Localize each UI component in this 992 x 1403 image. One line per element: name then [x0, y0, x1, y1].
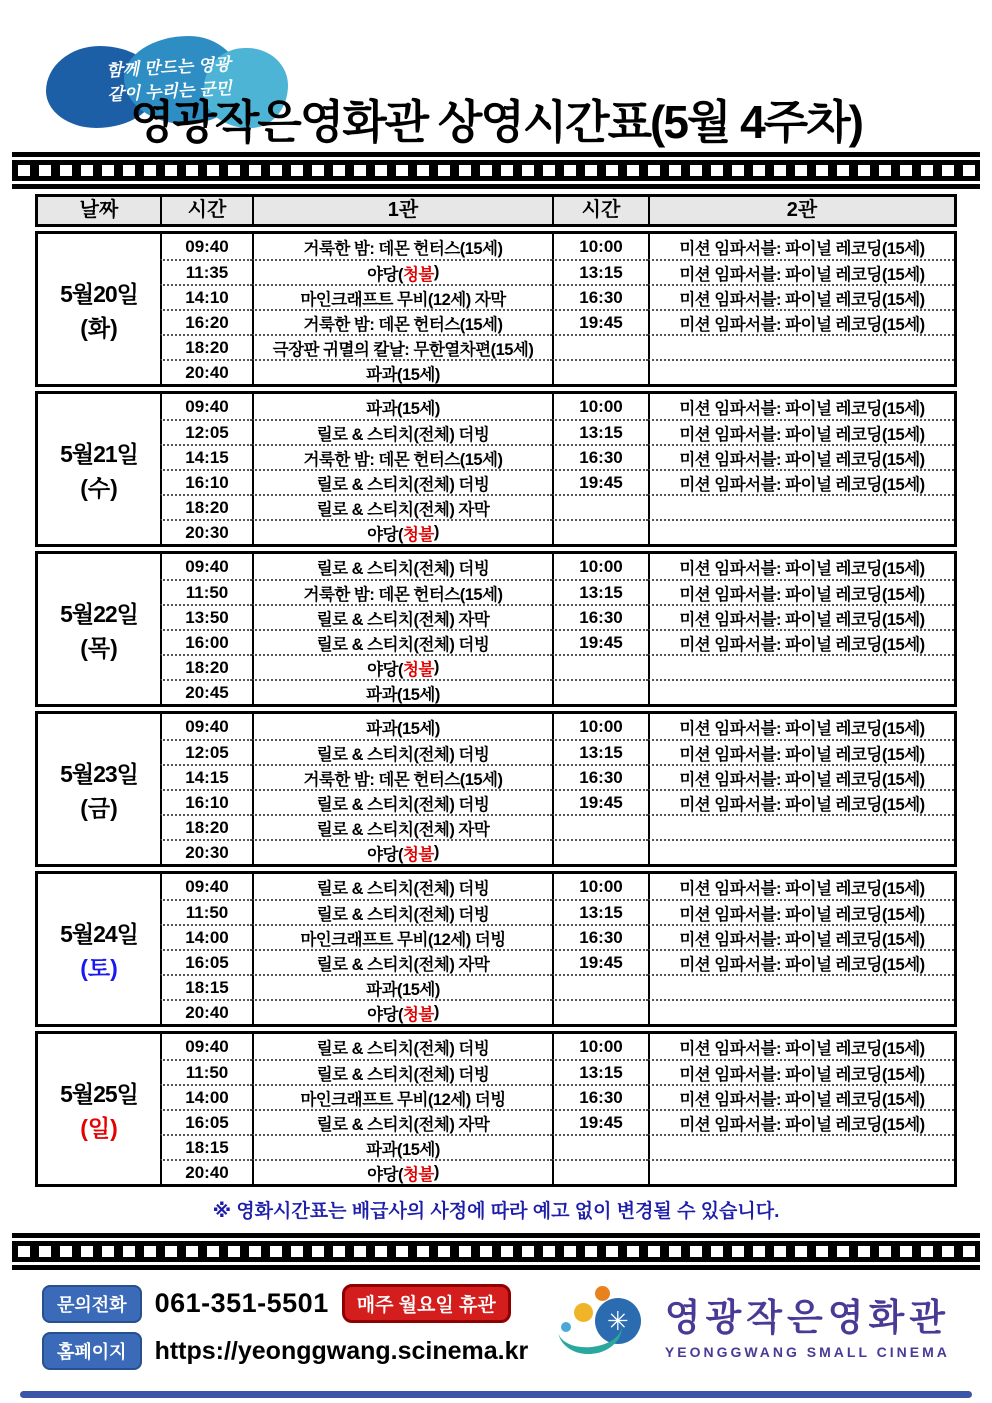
movie-cell-screen1: 거룩한 밤: 데몬 헌터스(15세)	[252, 309, 552, 334]
weekday-label: (토)	[80, 954, 118, 981]
movie-cell-screen1: 극장판 귀멸의 칼날: 무한열차편(15세)	[252, 334, 552, 359]
movie-cell-screen2: 미션 임파서블: 파이널 레코딩(15세)	[648, 259, 954, 284]
time-cell-screen1: 20:30	[160, 839, 252, 864]
movie-cell-screen1: 야당( 청불 )	[252, 654, 552, 679]
time-cell-screen1: 20:40	[160, 359, 252, 384]
time-cell-screen1: 14:15	[160, 764, 252, 789]
movie-cell-screen2	[648, 334, 954, 359]
movie-cell-screen1: 릴로 & 스티치(전체) 더빙	[252, 899, 552, 924]
time-cell-screen1: 18:20	[160, 334, 252, 359]
movie-cell-screen2: 미션 임파서블: 파이널 레코딩(15세)	[648, 309, 954, 334]
movie-cell-screen1: 릴로 & 스티치(전체) 자막	[252, 1109, 552, 1134]
time-cell-screen1: 20:45	[160, 679, 252, 704]
time-cell-screen1: 16:10	[160, 469, 252, 494]
movie-cell-screen2	[648, 519, 954, 544]
movie-cell-screen1: 릴로 & 스티치(전체) 자막	[252, 949, 552, 974]
time-cell-screen1: 18:20	[160, 494, 252, 519]
filmstrip-divider-top	[12, 152, 980, 189]
time-cell-screen1: 12:05	[160, 739, 252, 764]
weekday-label: (목)	[80, 634, 118, 661]
date-cell	[38, 714, 160, 864]
time-cell-screen1: 09:40	[160, 234, 252, 259]
time-cell-screen2: 19:45	[552, 949, 648, 974]
date-cell	[38, 234, 160, 384]
cinema-logo	[559, 1286, 950, 1360]
time-cell-screen1: 09:40	[160, 394, 252, 419]
slogan-line-2: 같이 누리는 군민	[106, 78, 233, 105]
day-block-1	[35, 231, 957, 387]
movie-cell-screen2	[648, 839, 954, 864]
movie-cell-screen1: 릴로 & 스티치(전체) 더빙	[252, 469, 552, 494]
time-cell-screen1: 12:05	[160, 419, 252, 444]
closed-monday-badge: 매주 월요일 휴관	[342, 1284, 511, 1323]
movie-cell-screen2: 미션 임파서블: 파이널 레코딩(15세)	[648, 469, 954, 494]
time-cell-screen1: 09:40	[160, 1034, 252, 1059]
movie-cell-screen2: 미션 임파서블: 파이널 레코딩(15세)	[648, 419, 954, 444]
movie-cell-screen2	[648, 1134, 954, 1159]
weekday-label: (일)	[80, 1114, 118, 1141]
time-cell-screen2: 10:00	[552, 234, 648, 259]
time-cell-screen2	[552, 814, 648, 839]
adult-rating-tag: 청불	[402, 660, 434, 679]
contact-info	[42, 1284, 528, 1379]
time-cell-screen1: 20:40	[160, 999, 252, 1024]
date-label: 5월23일	[60, 760, 138, 787]
time-cell-screen2: 10:00	[552, 394, 648, 419]
weekday-label: (화)	[80, 314, 118, 341]
date-cell	[38, 874, 160, 1024]
cinema-name-english: YEONGGWANG SMALL CINEMA	[664, 1343, 950, 1360]
time-cell-screen1: 09:40	[160, 554, 252, 579]
movie-cell-screen2	[648, 814, 954, 839]
movie-cell-screen2: 미션 임파서블: 파이널 레코딩(15세)	[648, 1084, 954, 1109]
movie-cell-screen2	[648, 654, 954, 679]
time-cell-screen2	[552, 679, 648, 704]
phone-label-badge: 문의전화	[42, 1285, 142, 1323]
time-cell-screen1: 11:50	[160, 1059, 252, 1084]
time-cell-screen1: 18:15	[160, 1134, 252, 1159]
movie-cell-screen1: 릴로 & 스티치(전체) 더빙	[252, 1059, 552, 1084]
poster-footer	[42, 1284, 950, 1379]
time-cell-screen2: 13:15	[552, 899, 648, 924]
movie-cell-screen1: 거룩한 밤: 데몬 헌터스(15세)	[252, 234, 552, 259]
time-cell-screen2: 16:30	[552, 604, 648, 629]
time-cell-screen2: 13:15	[552, 579, 648, 604]
movie-cell-screen2	[648, 974, 954, 999]
movie-cell-screen1: 파과(15세)	[252, 679, 552, 704]
time-cell-screen1: 16:05	[160, 1109, 252, 1134]
time-cell-screen2: 13:15	[552, 739, 648, 764]
time-cell-screen2: 16:30	[552, 444, 648, 469]
time-cell-screen2: 19:45	[552, 469, 648, 494]
time-cell-screen2: 13:15	[552, 419, 648, 444]
movie-cell-screen2: 미션 임파서블: 파이널 레코딩(15세)	[648, 1034, 954, 1059]
date-cell	[38, 394, 160, 544]
movie-cell-screen1: 릴로 & 스티치(전체) 더빙	[252, 874, 552, 899]
movie-cell-screen2: 미션 임파서블: 파이널 레코딩(15세)	[648, 1059, 954, 1084]
header-time-2: 시간	[552, 197, 648, 224]
movie-cell-screen2: 미션 임파서블: 파이널 레코딩(15세)	[648, 899, 954, 924]
time-cell-screen1: 16:20	[160, 309, 252, 334]
movie-cell-screen2: 미션 임파서블: 파이널 레코딩(15세)	[648, 874, 954, 899]
date-label: 5월22일	[60, 600, 138, 627]
slogan-line-1: 함께 만드는 영광	[105, 54, 231, 81]
movie-cell-screen2	[648, 359, 954, 384]
movie-cell-screen2: 미션 임파서블: 파이널 레코딩(15세)	[648, 924, 954, 949]
day-block-3	[35, 551, 957, 707]
cinema-name-block	[665, 1287, 950, 1360]
time-cell-screen2: 16:30	[552, 924, 648, 949]
adult-rating-tag: 청불	[402, 845, 434, 864]
header-time-1: 시간	[160, 197, 252, 224]
poster-header	[0, 0, 992, 152]
time-cell-screen1: 11:50	[160, 579, 252, 604]
header-screen-1: 1관	[252, 197, 552, 224]
movie-cell-screen1: 파과(15세)	[252, 1134, 552, 1159]
time-cell-screen2: 10:00	[552, 554, 648, 579]
time-cell-screen2	[552, 359, 648, 384]
time-cell-screen2: 16:30	[552, 764, 648, 789]
date-cell	[38, 1034, 160, 1184]
movie-cell-screen1: 야당( 청불 )	[252, 999, 552, 1024]
day-block-4	[35, 711, 957, 867]
movie-cell-screen2: 미션 임파서블: 파이널 레코딩(15세)	[648, 554, 954, 579]
logo-yellow-dot	[574, 1303, 593, 1322]
movie-cell-screen1: 릴로 & 스티치(전체) 자막	[252, 814, 552, 839]
time-cell-screen1: 16:00	[160, 629, 252, 654]
time-cell-screen2: 19:45	[552, 1109, 648, 1134]
time-cell-screen1: 14:15	[160, 444, 252, 469]
day-block-5	[35, 871, 957, 1027]
day-block-6	[35, 1031, 957, 1187]
time-cell-screen2: 13:15	[552, 259, 648, 284]
movie-cell-screen2: 미션 임파서블: 파이널 레코딩(15세)	[648, 579, 954, 604]
date-cell	[38, 554, 160, 704]
time-cell-screen2	[552, 999, 648, 1024]
table-header-row	[35, 194, 957, 227]
header-screen-2: 2관	[648, 197, 954, 224]
schedule-change-note: ※ 영화시간표는 배급사의 사정에 따라 예고 없이 변경될 수 있습니다.	[212, 1201, 780, 1222]
time-cell-screen1: 18:15	[160, 974, 252, 999]
movie-cell-screen1: 릴로 & 스티치(전체) 더빙	[252, 789, 552, 814]
adult-rating-tag: 청불	[402, 1005, 434, 1024]
movie-cell-screen2: 미션 임파서블: 파이널 레코딩(15세)	[648, 394, 954, 419]
movie-cell-screen1: 릴로 & 스티치(전체) 더빙	[252, 629, 552, 654]
time-cell-screen1: 11:50	[160, 899, 252, 924]
time-cell-screen2: 10:00	[552, 874, 648, 899]
cinema-name-korean: 영광작은영화관	[664, 1296, 950, 1338]
time-cell-screen1: 18:20	[160, 814, 252, 839]
time-cell-screen2: 16:30	[552, 284, 648, 309]
adult-rating-tag: 청불	[402, 1165, 434, 1184]
movie-cell-screen1: 야당( 청불 )	[252, 519, 552, 544]
time-cell-screen2: 10:00	[552, 1034, 648, 1059]
time-cell-screen2: 19:45	[552, 309, 648, 334]
time-cell-screen2	[552, 494, 648, 519]
movie-cell-screen1: 마인크래프트 무비(12세) 더빙	[252, 924, 552, 949]
movie-cell-screen2	[648, 999, 954, 1024]
homepage-url: https://yeonggwang.scinema.kr	[154, 1336, 529, 1365]
movie-cell-screen1: 야당( 청불 )	[252, 839, 552, 864]
time-cell-screen1: 16:05	[160, 949, 252, 974]
adult-rating-tag: 청불	[402, 265, 434, 284]
page-title: 영광작은영화관 상영시간표(5월 4주차)	[130, 96, 862, 148]
movie-cell-screen2: 미션 임파서블: 파이널 레코딩(15세)	[648, 604, 954, 629]
bottom-accent-bar	[20, 1391, 972, 1398]
movie-cell-screen1: 거룩한 밤: 데몬 헌터스(15세)	[252, 764, 552, 789]
movie-cell-screen2: 미션 임파서블: 파이널 레코딩(15세)	[648, 739, 954, 764]
movie-cell-screen1: 파과(15세)	[252, 359, 552, 384]
movie-cell-screen2	[648, 679, 954, 704]
movie-cell-screen1: 릴로 & 스티치(전체) 더빙	[252, 739, 552, 764]
movie-cell-screen1: 파과(15세)	[252, 974, 552, 999]
time-cell-screen1: 14:10	[160, 284, 252, 309]
time-cell-screen2: 13:15	[552, 1059, 648, 1084]
movie-cell-screen2: 미션 임파서블: 파이널 레코딩(15세)	[648, 234, 954, 259]
time-cell-screen2	[552, 1159, 648, 1184]
phone-row	[42, 1284, 528, 1323]
filmstrip-frames	[12, 1241, 980, 1262]
time-cell-screen2: 19:45	[552, 629, 648, 654]
movie-cell-screen1: 마인크래프트 무비(12세) 자막	[252, 284, 552, 309]
logo-wave-icon	[557, 1320, 624, 1358]
movie-cell-screen1: 야당( 청불 )	[252, 259, 552, 284]
movie-cell-screen1: 릴로 & 스티치(전체) 자막	[252, 604, 552, 629]
time-cell-screen1: 20:30	[160, 519, 252, 544]
movie-cell-screen2: 미션 임파서블: 파이널 레코딩(15세)	[648, 714, 954, 739]
schedule-table	[35, 194, 957, 1187]
movie-cell-screen1: 파과(15세)	[252, 394, 552, 419]
date-label: 5월24일	[60, 920, 138, 947]
day-blocks-container	[35, 231, 957, 1187]
sun-icon: ✳	[606, 1305, 629, 1336]
time-cell-screen2	[552, 974, 648, 999]
time-cell-screen1: 11:35	[160, 259, 252, 284]
day-block-2	[35, 391, 957, 547]
movie-cell-screen2	[648, 1159, 954, 1184]
movie-cell-screen1: 마인크래프트 무비(12세) 더빙	[252, 1084, 552, 1109]
movie-cell-screen1: 릴로 & 스티치(전체) 자막	[252, 494, 552, 519]
movie-cell-screen2	[648, 494, 954, 519]
date-label: 5월21일	[60, 440, 138, 467]
time-cell-screen2: 19:45	[552, 789, 648, 814]
time-cell-screen2: 16:30	[552, 1084, 648, 1109]
time-cell-screen1: 09:40	[160, 714, 252, 739]
weekday-label: (금)	[80, 794, 118, 821]
time-cell-screen2	[552, 654, 648, 679]
time-cell-screen2: 10:00	[552, 714, 648, 739]
movie-cell-screen2: 미션 임파서블: 파이널 레코딩(15세)	[648, 1109, 954, 1134]
time-cell-screen2	[552, 519, 648, 544]
time-cell-screen1: 14:00	[160, 924, 252, 949]
time-cell-screen1: 09:40	[160, 874, 252, 899]
phone-number: 061-351-5501	[154, 1288, 329, 1318]
homepage-label-badge: 홈페이지	[42, 1332, 142, 1370]
movie-cell-screen2: 미션 임파서블: 파이널 레코딩(15세)	[648, 284, 954, 309]
time-cell-screen1: 14:00	[160, 1084, 252, 1109]
movie-cell-screen1: 거룩한 밤: 데몬 헌터스(15세)	[252, 444, 552, 469]
movie-cell-screen2: 미션 임파서블: 파이널 레코딩(15세)	[648, 444, 954, 469]
date-label: 5월20일	[60, 280, 138, 307]
adult-rating-tag: 청불	[402, 525, 434, 544]
weekday-label: (수)	[80, 474, 118, 501]
movie-cell-screen1: 파과(15세)	[252, 714, 552, 739]
movie-cell-screen1: 릴로 & 스티치(전체) 더빙	[252, 554, 552, 579]
movie-cell-screen1: 거룩한 밤: 데몬 헌터스(15세)	[252, 579, 552, 604]
movie-cell-screen1: 릴로 & 스티치(전체) 더빙	[252, 1034, 552, 1059]
date-label: 5월25일	[60, 1080, 138, 1107]
time-cell-screen1: 18:20	[160, 654, 252, 679]
time-cell-screen2	[552, 839, 648, 864]
time-cell-screen2	[552, 334, 648, 359]
filmstrip-divider-bottom	[12, 1233, 980, 1270]
movie-cell-screen2: 미션 임파서블: 파이널 레코딩(15세)	[648, 764, 954, 789]
homepage-row	[42, 1332, 528, 1370]
time-cell-screen1: 20:40	[160, 1159, 252, 1184]
time-cell-screen1: 16:10	[160, 789, 252, 814]
movie-cell-screen2: 미션 임파서블: 파이널 레코딩(15세)	[648, 789, 954, 814]
time-cell-screen2	[552, 1134, 648, 1159]
movie-cell-screen2: 미션 임파서블: 파이널 레코딩(15세)	[648, 949, 954, 974]
header-date: 날짜	[79, 199, 119, 221]
movie-cell-screen2: 미션 임파서블: 파이널 레코딩(15세)	[648, 629, 954, 654]
time-cell-screen1: 13:50	[160, 604, 252, 629]
movie-cell-screen1: 야당( 청불 )	[252, 1159, 552, 1184]
movie-cell-screen1: 릴로 & 스티치(전체) 더빙	[252, 419, 552, 444]
cinema-logo-mark	[559, 1286, 655, 1360]
logo-orange-dot	[595, 1286, 610, 1301]
filmstrip-frames	[12, 160, 980, 181]
